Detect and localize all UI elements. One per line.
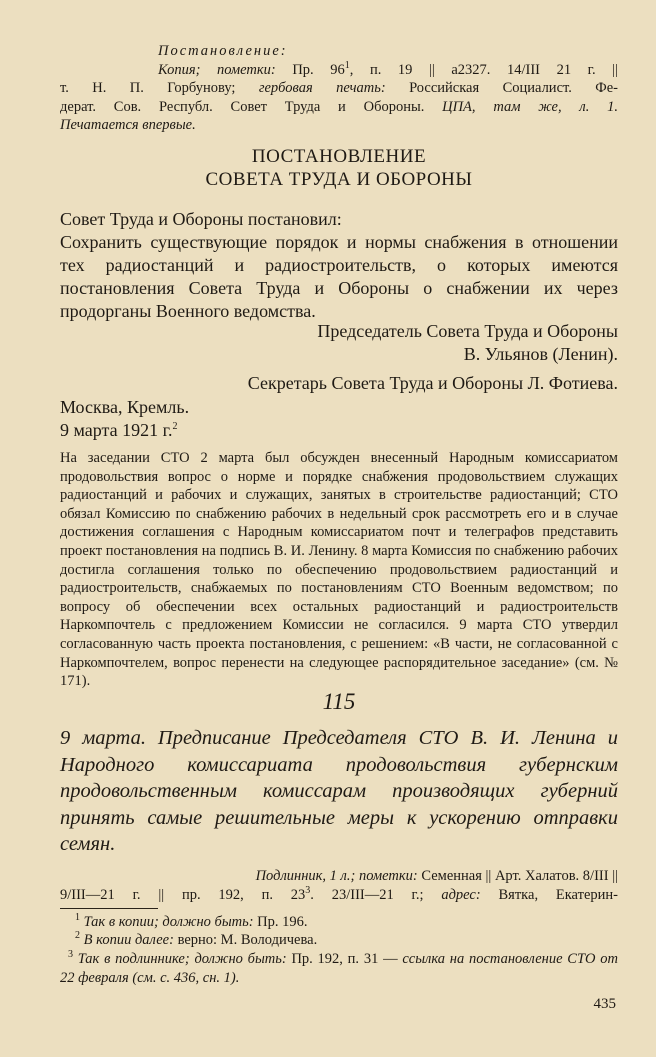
document-number: 115 [322, 689, 356, 714]
source-note: Постановление: Копия; пометки: Пр. $96^1$, п. 19 || а2327. 14/III 21 г. || [158, 43, 618, 78]
document-heading: 9 марта. Предписание Председателя СТО В. И. Ленина и Народного комиссариата продовольствия губернским продовольственным комиссарам производящих губерний принять самые решительные меры к ускорению отправки семян. [60, 727, 618, 855]
signature-secretary: Секретарь Совета Труда и Обороны Л. Фотиева. [247, 373, 618, 393]
decree-place: Москва, Кремль. [60, 397, 190, 417]
signature-chairman-title: Председатель Совета Труда и Обороны [317, 321, 618, 341]
decree-date: 9 марта 1921 г.$^2$ [60, 420, 178, 440]
decree-body: Сохранить существующие порядок и нормы снабжения в отношении тех радиостанций и радиостроительств, о которых имеются постановления Совета Труда и Обороны о снабжении их через продорганы Военного ведомства. [60, 232, 618, 321]
footnote-2: $^2$ В копии далее: верно: М. Володичева. [75, 930, 318, 948]
source-note-cont: т. Н. П. Горбунову; гербовая печать: Российская Социалист. Фе- дерат. Сов. Республ. Совет Труда и Обороны. ЦПА, там же, л. 1. Печатается впервые. [60, 80, 618, 133]
signature-chairman-name: В. Ульянов (Ленин). [463, 344, 618, 364]
footnote-1: $^1$ Так в копии; должно быть: Пр. 196. [75, 912, 308, 930]
document-title: ПОСТАНОВЛЕНИЕ СОВЕТА ТРУДА И ОБОРОНЫ [205, 146, 473, 190]
footnote-3: $^3$ Так в подлиннике; должно быть: Пр. 192, п. 31 — ссылка на постановление СТО от 22 февраля (см. с. 436, сн. 1). [60, 949, 618, 986]
source-note-label: Постановление: [158, 43, 288, 59]
original-note: Подлинник, 1 л.; пометки: Семенная || Арт. Халатов. 8/III || [255, 868, 618, 884]
footnote-divider [60, 908, 158, 909]
decree-intro: Совет Труда и Обороны постановил: [60, 209, 342, 229]
commentary: На заседании СТО 2 марта был обсужден внесенный Народным комиссариатом продовольствия вопрос о норме и порядке снабжения продовольствием служащих радиостанций и рабочих и служащих, занятых в строительстве радиостанций; СТО обязал Комиссию по снабжению рабочих в недельный срок рассмотреть его и в случае достижения соглашения с Народным комиссариатом почт и телеграфов представить проект постановления на подпись В. И. Ленину. 8 марта Комиссия по снабжению рабочих достигла соглашения только по обеспечению продовольствием радиостанций и радиостроительств, снабжаемых по постановлениям СТО Военным ведомством; по вопросу об обеспечении всех остальных радиостанций и радиостроительств Наркомпочтель с предложением Комиссии не согласился. 9 марта СТО утвердил согласованную часть проекта постановления, с решением: «В части, не согласованной с Наркомпочтелем, вопрос перенести на следующее распорядительное заседание» (см. № 171). [60, 450, 618, 690]
page-number: 435 [593, 996, 616, 1012]
original-note-cont: 9/III—21 г. || пр. 192, п. $23^3$. 23/III—21 г.; адрес: Вятка, Екатерин- [60, 885, 618, 903]
